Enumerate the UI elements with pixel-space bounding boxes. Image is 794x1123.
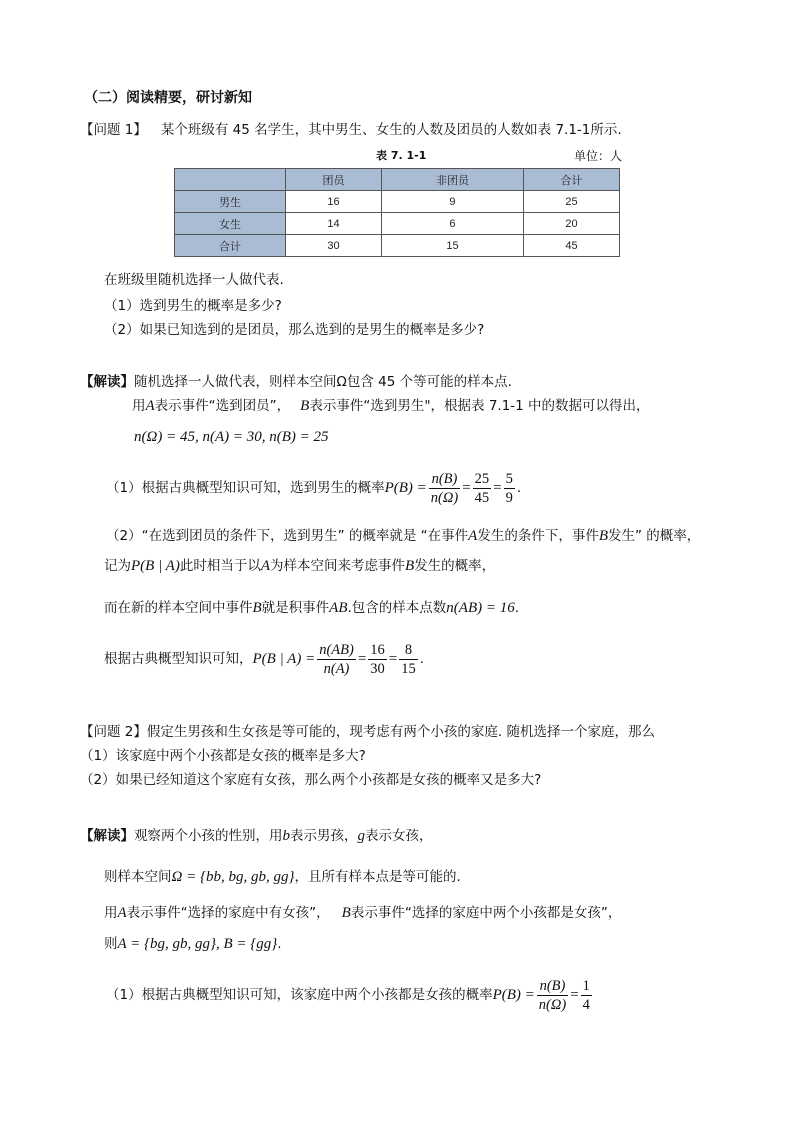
solution-2-events: 用A表示事件“选择的家庭中有女孩”， B表示事件“选择的家庭中两个小孩都是女孩”， <box>104 905 622 921</box>
problem-2-question-1: （1）该家庭中两个小孩都是女孩的概率是多大? <box>80 748 366 764</box>
fraction: $\frac{8}{15}$ <box>401 641 416 677</box>
problem-1-text: 某个班级有 45 名学生，其中男生、女生的人数及团员的人数如表 7.1-1所示. <box>160 122 622 138</box>
table-row <box>175 235 620 257</box>
problem-1-label: 【问题 1】 <box>80 122 147 138</box>
section-title: （二）阅读精要，研讨新知 <box>84 90 252 106</box>
table-row <box>175 213 620 235</box>
fraction: $\frac{n(B)}{n(\Omega)}$ <box>538 977 567 1013</box>
table-header-cell: 合计 <box>523 169 619 191</box>
table-row-label: 男生 <box>175 191 286 213</box>
problem-2-statement <box>80 722 655 742</box>
table-caption: 表 7. 1-1 <box>376 149 427 162</box>
problem-1-intro: 在班级里随机选择一人做代表. <box>104 272 284 288</box>
data-table <box>174 168 620 257</box>
solution-1-new-sample-space: 而在新的样本空间中事件B就是积事件AB.包含的样本点数n(AB) = 16. <box>104 600 520 616</box>
solution-2-sample-space: 则样本空间Ω = {bb, bg, gb, gg}，且所有样本点是等可能的. <box>104 869 461 885</box>
table-cell: 9 <box>382 191 524 213</box>
solution-1-counts: n(Ω) = 45, n(A) = 30, n(B) = 25 <box>134 429 329 445</box>
table-cell: 16 <box>286 191 382 213</box>
table-row-label: 女生 <box>175 213 286 235</box>
problem-2-text: 假定生男孩和生女孩是等可能的，现考虑有两个小孩的家庭. 随机选择一个家庭，那么 <box>146 724 655 740</box>
table-cell: 20 <box>523 213 619 235</box>
table-header-row <box>175 169 620 191</box>
problem-1-question-2: （2）如果已知选到的是团员，那么选到的是男生的概率是多少? <box>104 322 485 338</box>
table-cell: 30 <box>286 235 382 257</box>
table-row <box>175 191 620 213</box>
fraction: $\frac{n(B)}{n(\Omega)}$ <box>430 470 459 506</box>
table-unit: 单位：人 <box>574 149 623 163</box>
table-header-cell <box>175 169 286 191</box>
fraction: $\frac{16}{30}$ <box>370 641 385 677</box>
solution-2-line-1: 【解读】观察两个小孩的性别，用b表示男孩，g表示女孩， <box>80 828 433 844</box>
table-header-cell: 非团员 <box>382 169 524 191</box>
table-header-cell: 团员 <box>286 169 382 191</box>
problem-1-statement <box>80 120 622 140</box>
problem-2-label: 【问题 2】 <box>80 724 147 740</box>
table-cell: 25 <box>523 191 619 213</box>
table-cell: 45 <box>523 235 619 257</box>
solution-1-result: 根据古典概型知识可知，P(B | A) = $\frac{n(AB)}{n(A)}$ = $\frac{16}{30}$ = $\frac{8}{15}$ . <box>104 641 425 677</box>
solution-1-conditional-notation: 记为P(B | A)此时相当于以A为样本空间来考虑事件B发生的概率， <box>104 558 496 574</box>
solution-2-event-sets: 则A = {bg, gb, gg}, B = {gg}. <box>104 936 282 952</box>
solution-1-part-2: （2）“在选到团员的条件下，选到男生” 的概率就是 “在事件A发生的条件下，事件B发生” 的概率， <box>106 528 701 544</box>
solution-1-line-1: 【解读】随机选择一人做代表，则样本空间Ω包含 45 个等可能的样本点. <box>80 374 512 390</box>
solution-2-label: 【解读】 <box>80 828 134 844</box>
solution-1-part-1: （1）根据古典概型知识可知，选到男生的概率P(B) = $\frac{n(B)}{n(\Omega)}$ = $\frac{25}{45}$ = $\frac{5}{9}$ . <box>106 470 522 506</box>
fraction: $\frac{1}{4}$ <box>582 977 590 1013</box>
problem-1-question-1: （1）选到男生的概率是多少? <box>104 298 282 314</box>
problem-2-question-2: （2）如果已经知道这个家庭有女孩，那么两个小孩都是女孩的概率又是多大? <box>80 772 542 788</box>
table-row-label: 合计 <box>175 235 286 257</box>
solution-1-line-2: 用A表示事件“选到团员”， B表示事件“选到男生"，根据表 7.1-1 中的数据可以得出， <box>132 398 650 414</box>
table-cell: 14 <box>286 213 382 235</box>
table-cell: 15 <box>382 235 524 257</box>
table-cell: 6 <box>382 213 524 235</box>
fraction: $\frac{n(AB)}{n(A)}$ <box>319 641 354 677</box>
fraction: $\frac{25}{45}$ <box>474 470 490 506</box>
solution-1-label: 【解读】 <box>80 374 134 390</box>
fraction: $\frac{5}{9}$ <box>505 470 513 506</box>
solution-2-part-1: （1）根据古典概型知识可知，该家庭中两个小孩都是女孩的概率P(B) = $\frac{n(B)}{n(\Omega)}$ = $\frac{1}{4}$ <box>106 977 590 1013</box>
